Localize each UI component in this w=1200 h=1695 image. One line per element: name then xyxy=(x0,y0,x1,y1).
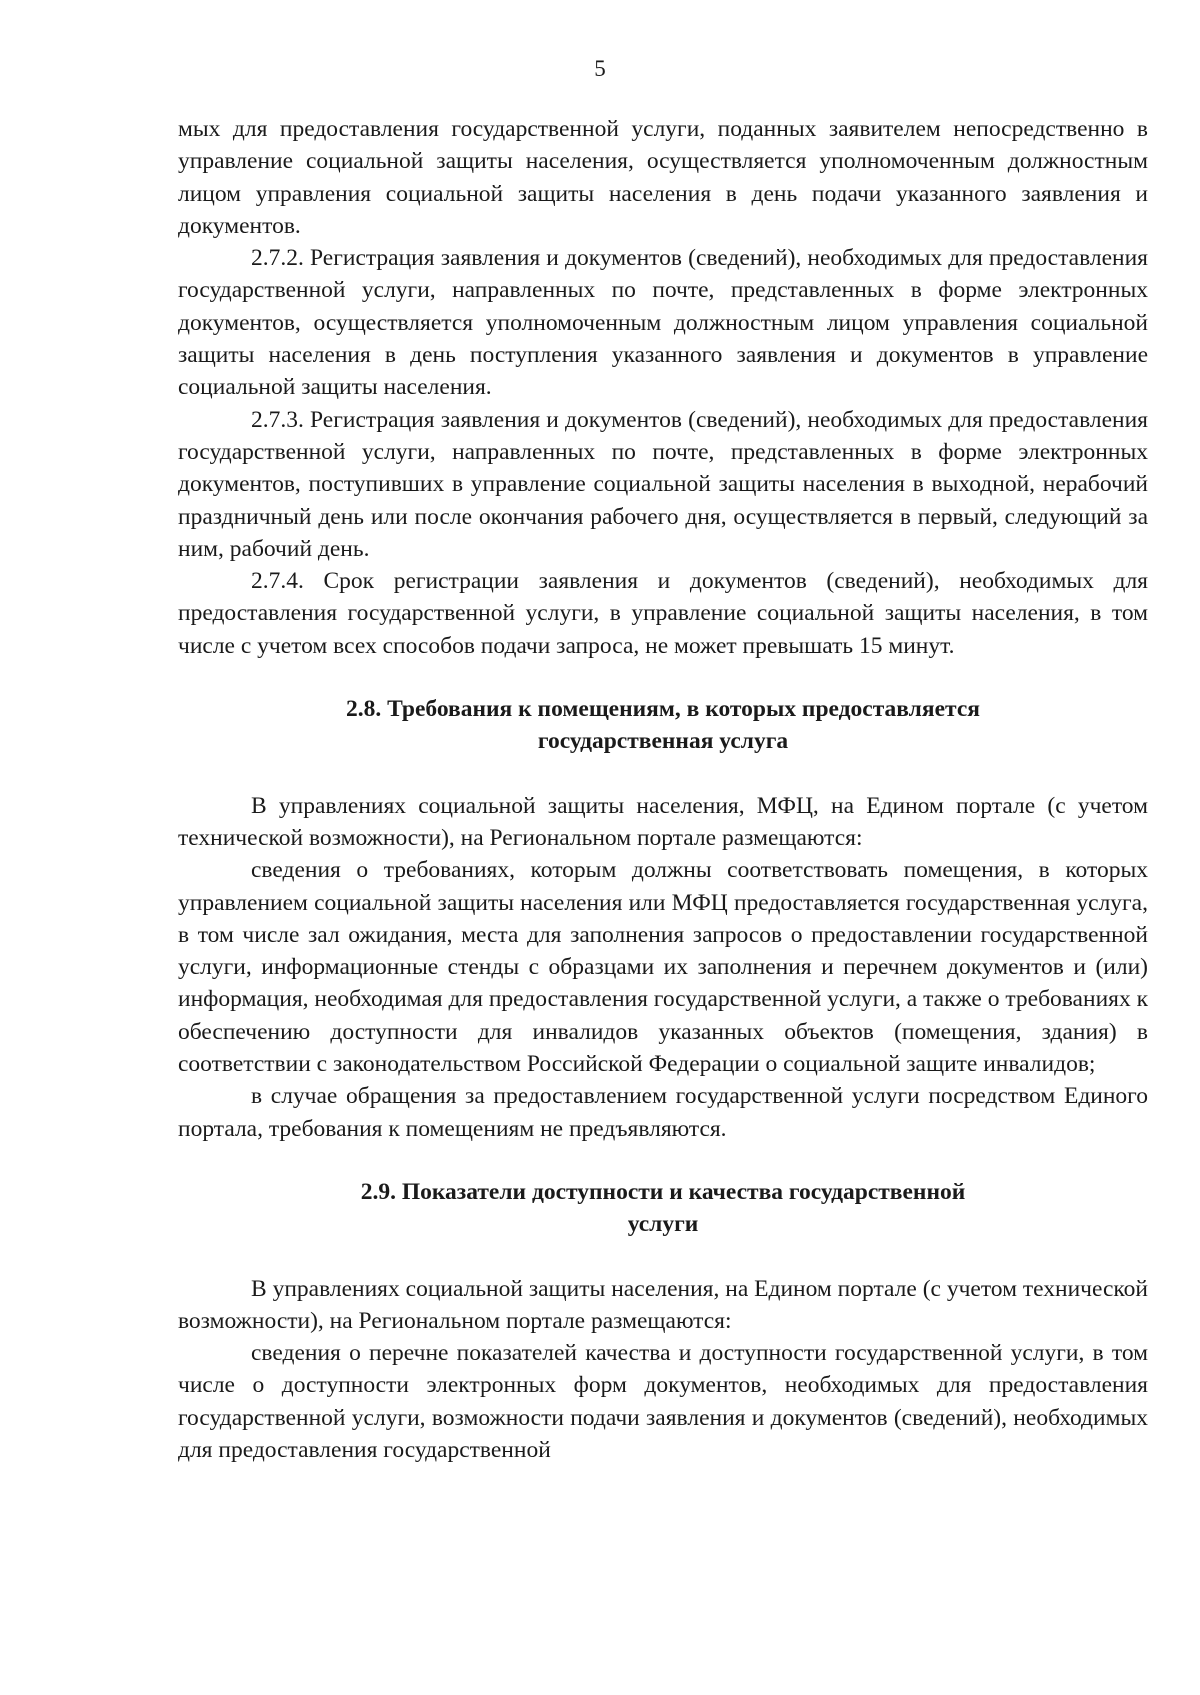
section-heading-2-9-line2: услуги xyxy=(627,1211,699,1238)
paragraph-2-8-portal: в случае обращения за предоставлением государственной услуги посредством Единого портала, требования к помещениям не предъявляются. xyxy=(178,1083,1148,1142)
section-heading-2-9 xyxy=(178,1176,1148,1241)
document-body xyxy=(178,113,1148,1466)
paragraph-2-7-2: 2.7.2. Регистрация заявления и документов (сведений), необходимых для предоставления государственной услуги, направленных по почте, представленных в форме электронных документов, осуществляется уполномоченным должностным лицом управления социальной защиты населения в день поступления указанного заявления и документов в управление социальной защиты населения. xyxy=(178,245,1148,401)
section-heading-2-9-line1: 2.9. Показатели доступности и качества государственной xyxy=(360,1178,966,1205)
paragraph-continuation: мых для предоставления государственной услуги, поданных заявителем непосредственно в управление социальной защиты населения, осуществляется уполномоченным должностным лицом управления социальной защиты населения в день подачи указанного заявления и документов. xyxy=(178,116,1148,239)
section-heading-2-8-line1: 2.8. Требования к помещениям, в которых предоставляется xyxy=(346,696,980,723)
paragraph-2-8-requirements: сведения о требованиях, которым должны соответствовать помещения, в которых управлением социальной защиты населения или МФЦ предоставляется государственная услуга, в том числе зал ожидания, места для заполнения запросов о предоставлении государственной услуги, информационные стенды с образцами их заполнения и перечнем документов и (или) информация, необходимая для предоставления государственной услуги, а также о требованиях к обеспечению доступности для инвалидов указанных объектов (помещения, здания) в соответствии с законодательством Российской Федерации о социальной защите инвалидов; xyxy=(178,857,1148,1078)
paragraph-2-9-intro: В управлениях социальной защиты населения, на Едином портале (с учетом технической возможности), на Региональном портале размещаются: xyxy=(178,1275,1148,1334)
paragraph-2-9-indicators: сведения о перечне показателей качества и доступности государственной услуги, в том числе о доступности электронных форм документов, необходимых для предоставления государственной услуги, возможности подачи заявления и документов (сведений), необходимых для предоставления государственной xyxy=(178,1340,1148,1463)
paragraph-2-7-3: 2.7.3. Регистрация заявления и документов (сведений), необходимых для предоставления государственной услуги, направленных по почте, представленных в форме электронных документов, поступивших в управление социальной защиты населения в выходной, нерабочий праздничный день или после окончания рабочего дня, осуществляется в первый, следующий за ним, рабочий день. xyxy=(178,406,1148,562)
section-heading-2-8-line2: государственная услуга xyxy=(537,728,789,755)
page-number: 5 xyxy=(594,56,606,81)
section-heading-2-8 xyxy=(178,693,1148,758)
paragraph-2-7-4: 2.7.4. Срок регистрации заявления и документов (сведений), необходимых для предоставления государственной услуги, в управление социальной защиты населения, в том числе с учетом всех способов подачи запроса, не может превышать 15 минут. xyxy=(178,568,1148,659)
paragraph-2-8-intro: В управлениях социальной защиты населения, МФЦ, на Едином портале (с учетом технической возможности), на Региональном портале размещаются: xyxy=(178,792,1148,851)
